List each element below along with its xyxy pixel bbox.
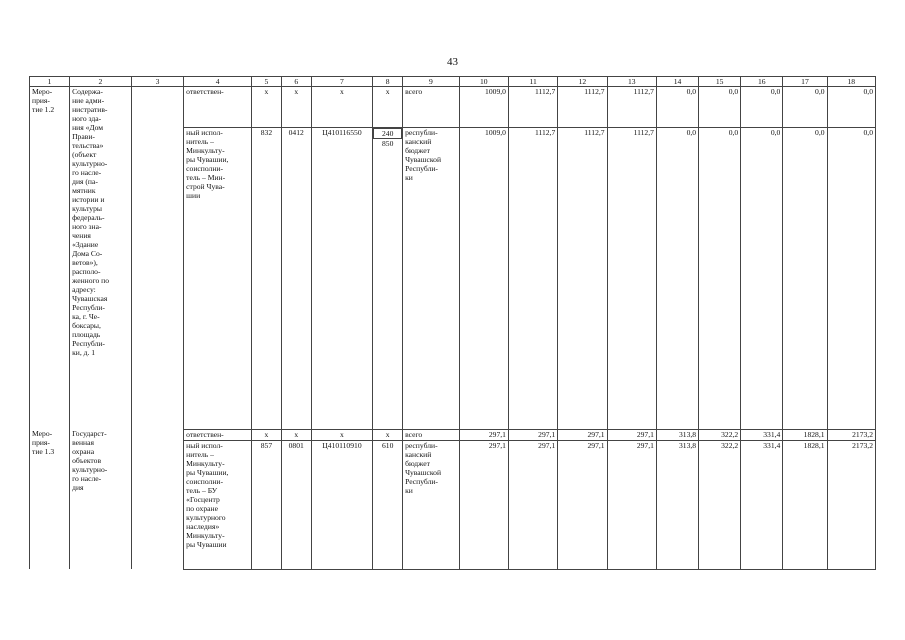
code-box: 240 — [373, 128, 402, 139]
source-total-cell: всего — [403, 429, 460, 441]
event-label: Меро- прия- тие 1.3 — [32, 429, 55, 456]
header-cell: 12 — [558, 77, 607, 87]
header-cell: 13 — [607, 77, 656, 87]
cell: x — [373, 429, 403, 441]
value-cell: 1112,7 — [558, 128, 607, 429]
header-cell: 11 — [508, 77, 557, 87]
value-cell: 0,0 — [656, 87, 698, 128]
header-cell: 8 — [373, 77, 403, 87]
source-text: республи- канский бюджет Чувашской Республи- ки — [405, 441, 442, 496]
cell: 857 — [252, 441, 282, 569]
executor-text: ный испол- нитель – Минкульту- ры Чувашии, соисполни- тель – Мин- строй Чува- шии — [186, 128, 229, 201]
executor-cell-top — [184, 429, 252, 441]
empty-cell — [131, 429, 183, 569]
value-cell: 0,0 — [827, 128, 875, 429]
value-cell: 1112,7 — [558, 87, 607, 128]
value-cell: 0,0 — [741, 128, 783, 429]
value-cell: 297,1 — [558, 441, 607, 569]
value-cell: 331,4 — [741, 429, 783, 441]
header-cell: 1 — [30, 77, 70, 87]
value-cell: 1112,7 — [607, 87, 656, 128]
value-cell: 1112,7 — [508, 87, 557, 128]
cell: x — [252, 87, 282, 128]
source-cell — [403, 441, 460, 569]
value-cell: 313,8 — [656, 441, 698, 569]
value-cell: 1112,7 — [607, 128, 656, 429]
value-cell: 0,0 — [656, 128, 698, 429]
header-cell: 2 — [70, 77, 132, 87]
event-name: Государст- венная охрана объектов культурно- го насле- дия — [72, 429, 108, 492]
cell — [373, 128, 403, 429]
executor-cell — [184, 128, 252, 429]
value-cell: 0,0 — [827, 87, 875, 128]
value-cell: 0,0 — [783, 128, 827, 429]
executor-text: ный испол- нитель – Минкульту- ры Чувашии, соисполни- тель – БУ «Госцентр по охране культурного наследия» Минкульту- ры Чувашии — [186, 441, 229, 550]
cell: Ц410116550 — [311, 128, 373, 429]
event-cell — [30, 87, 70, 430]
value-cell: 331,4 — [741, 441, 783, 569]
value-cell: 297,1 — [459, 441, 508, 569]
event-label: Меро- прия- тие 1.2 — [32, 87, 55, 114]
cell: 0801 — [281, 441, 311, 569]
header-cell: 9 — [403, 77, 460, 87]
value-cell: 1828,1 — [783, 429, 827, 441]
header-cell: 15 — [699, 77, 741, 87]
program-table — [29, 76, 876, 570]
header-cell: 3 — [131, 77, 183, 87]
header-cell: 17 — [783, 77, 827, 87]
value-cell: 0,0 — [699, 128, 741, 429]
header-cell: 16 — [741, 77, 783, 87]
cell: x — [281, 87, 311, 128]
value-cell: 1009,0 — [459, 128, 508, 429]
cell: 0412 — [281, 128, 311, 429]
value-cell: 297,1 — [459, 429, 508, 441]
cell: x — [311, 87, 373, 128]
header-cell: 10 — [459, 77, 508, 87]
cell: 832 — [252, 128, 282, 429]
executor-line-1: ответствен- — [186, 87, 224, 96]
value-cell: 313,8 — [656, 429, 698, 441]
value-cell: 2173,2 — [827, 441, 875, 569]
source-text: республи- канский бюджет Чувашской Республи- ки — [405, 128, 442, 183]
cell: x — [252, 429, 282, 441]
code-b: 850 — [381, 139, 394, 149]
value-cell: 1009,0 — [459, 87, 508, 128]
cell: x — [281, 429, 311, 441]
executor-cell-top — [184, 87, 252, 128]
value-cell: 322,2 — [699, 429, 741, 441]
cell: x — [373, 87, 403, 128]
value-cell: 297,1 — [508, 441, 557, 569]
executor-line-1: ответствен- — [186, 429, 224, 439]
value-cell: 297,1 — [508, 429, 557, 441]
header-cell: 14 — [656, 77, 698, 87]
event-name-cell — [70, 87, 132, 430]
header-cell: 18 — [827, 77, 875, 87]
event-name-cell — [70, 429, 132, 569]
page-number: 43 — [447, 56, 458, 68]
value-cell: 0,0 — [741, 87, 783, 128]
value-cell: 297,1 — [607, 429, 656, 441]
header-cell: 7 — [311, 77, 373, 87]
event-name: Содержа- ние адми- нистратив- ного зда- ния «Дом Прави- тельства» (объект культурно- го насле- дия (па- мятник истории и культуры федераль- ного зна- чения «Здание Дома Со- ветов»), располо- женного по адресу: Чувашская Республи- ка, г. Че- боксары, площадь Республи- ки, д. 1 — [72, 87, 110, 357]
source-cell — [403, 128, 460, 429]
header-cell: 6 — [281, 77, 311, 87]
value-cell: 2173,2 — [827, 429, 875, 441]
executor-cell — [184, 441, 252, 569]
empty-cell — [131, 87, 183, 430]
value-cell: 322,2 — [699, 441, 741, 569]
cell: Ц410110910 — [311, 441, 373, 569]
source-total-cell: всего — [403, 87, 460, 128]
value-cell: 0,0 — [699, 87, 741, 128]
column-number-row — [30, 77, 876, 87]
value-cell: 297,1 — [607, 441, 656, 569]
value-cell: 1112,7 — [508, 128, 557, 429]
value-cell: 0,0 — [783, 87, 827, 128]
event-cell — [30, 429, 70, 569]
value-cell: 1828,1 — [783, 441, 827, 569]
header-cell: 5 — [252, 77, 282, 87]
header-cell: 4 — [184, 77, 252, 87]
code-a: 610 — [381, 441, 394, 451]
table-row — [30, 429, 876, 441]
cell — [373, 441, 403, 569]
table-row — [30, 87, 876, 128]
value-cell: 297,1 — [558, 429, 607, 441]
cell: x — [311, 429, 373, 441]
